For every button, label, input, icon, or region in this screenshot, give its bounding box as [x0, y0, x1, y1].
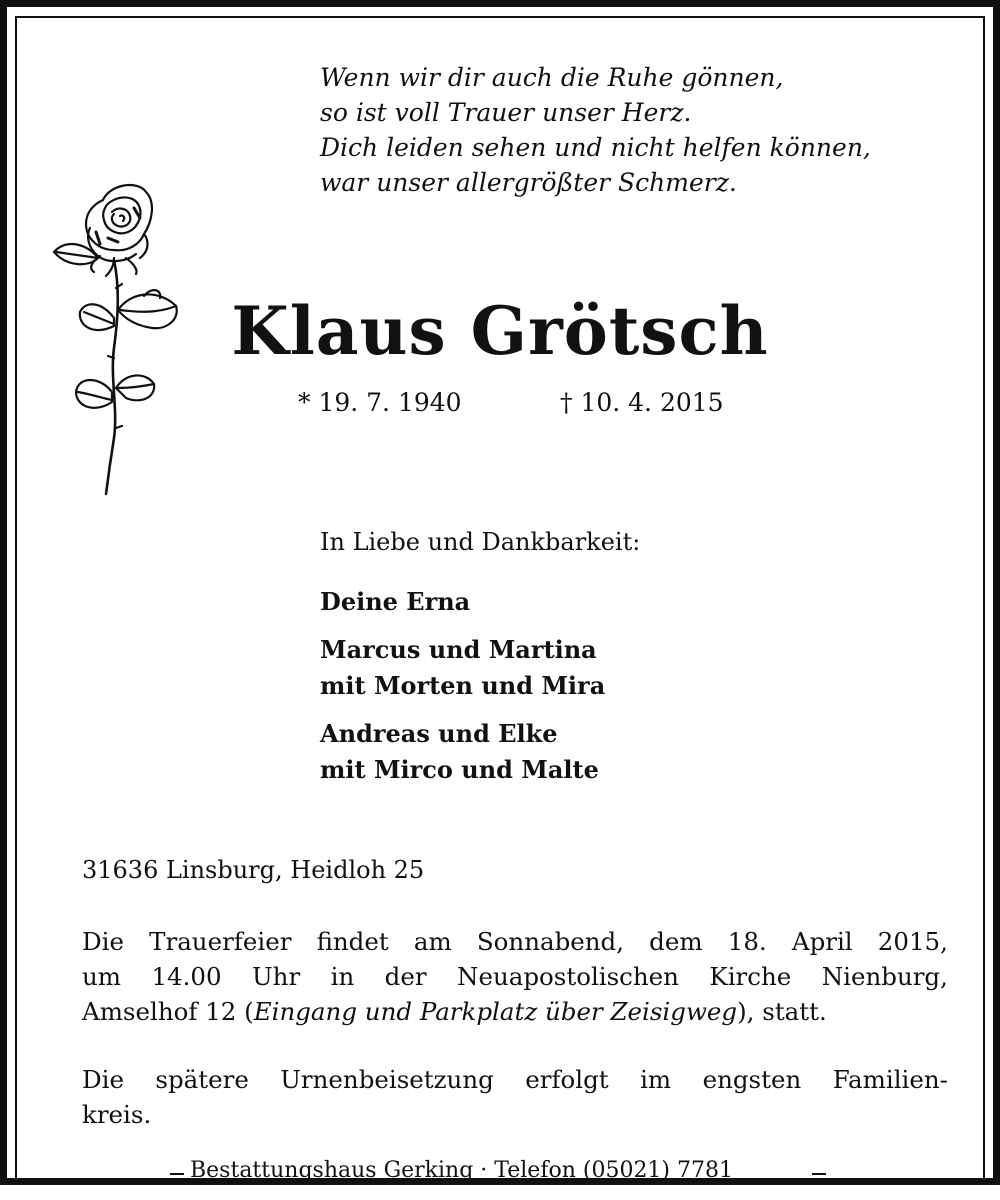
- footer-rule: [170, 1173, 184, 1175]
- word: 18.: [727, 927, 767, 956]
- word: in: [330, 962, 355, 991]
- word: erfolgt: [525, 1065, 609, 1094]
- thanks-line: In Liebe und Dankbarkeit:: [320, 528, 641, 556]
- word: spätere: [155, 1065, 249, 1094]
- funeral-home-info: Bestattungshaus Gerking · Telefon (05021) 7781: [190, 1158, 733, 1183]
- footer: [0, 1158, 1000, 1188]
- word: Familien-: [832, 1065, 948, 1094]
- word: am: [413, 927, 452, 956]
- word: Trauerfeier: [149, 927, 292, 956]
- mourner-group: [320, 716, 605, 788]
- word: engsten: [702, 1065, 802, 1094]
- funeral-line-1: [82, 924, 948, 959]
- word: Die: [82, 1065, 124, 1094]
- word: um: [82, 962, 122, 991]
- urn-line-2: kreis.: [82, 1100, 152, 1129]
- funeral-text: ), statt.: [737, 997, 827, 1026]
- word: Neuapostolischen: [457, 962, 679, 991]
- birth-date: * 19. 7. 1940: [298, 388, 462, 417]
- mourner-line: mit Mirco und Malte: [320, 755, 599, 784]
- poem-line: war unser allergrößter Schmerz.: [320, 168, 737, 197]
- mourner-line: Marcus und Martina: [320, 635, 597, 664]
- funeral-text: Amselhof 12 (: [82, 997, 254, 1026]
- mourner-line: mit Morten und Mira: [320, 671, 606, 700]
- mourners-list: [320, 584, 605, 800]
- word: Urnenbeisetzung: [280, 1065, 494, 1094]
- funeral-line-2: [82, 959, 948, 994]
- mourner-group: [320, 584, 605, 620]
- word: Kirche: [709, 962, 792, 991]
- mourner-group: [320, 632, 605, 704]
- death-date: † 10. 4. 2015: [560, 388, 724, 417]
- word: Die: [82, 927, 124, 956]
- funeral-line-3: [82, 994, 948, 1029]
- poem-line: Dich leiden sehen und nicht helfen können,: [320, 133, 871, 162]
- word: im: [640, 1065, 672, 1094]
- word: findet: [316, 927, 389, 956]
- word: Nienburg,: [821, 962, 948, 991]
- word: der: [384, 962, 427, 991]
- urn-line-1: [82, 1062, 948, 1097]
- poem-line: Wenn wir dir auch die Ruhe gönnen,: [320, 63, 784, 92]
- word: 2015,: [877, 927, 948, 956]
- mourner-line: Deine Erna: [320, 587, 471, 616]
- word: Sonnabend,: [476, 927, 625, 956]
- poem: [320, 60, 871, 200]
- footer-rule: [812, 1173, 826, 1175]
- funeral-entrance-note: Eingang und Parkplatz über Zeisigweg: [253, 997, 738, 1026]
- urn-paragraph: [82, 1062, 948, 1132]
- word: Uhr: [252, 962, 301, 991]
- deceased-name: Klaus Grötsch: [231, 292, 769, 370]
- address: 31636 Linsburg, Heidloh 25: [82, 856, 425, 884]
- poem-line: so ist voll Trauer unser Herz.: [320, 98, 692, 127]
- word: April: [791, 927, 853, 956]
- word: 14.00: [151, 962, 222, 991]
- mourner-line: Andreas und Elke: [320, 719, 558, 748]
- word: dem: [649, 927, 703, 956]
- funeral-paragraph: [82, 924, 948, 1029]
